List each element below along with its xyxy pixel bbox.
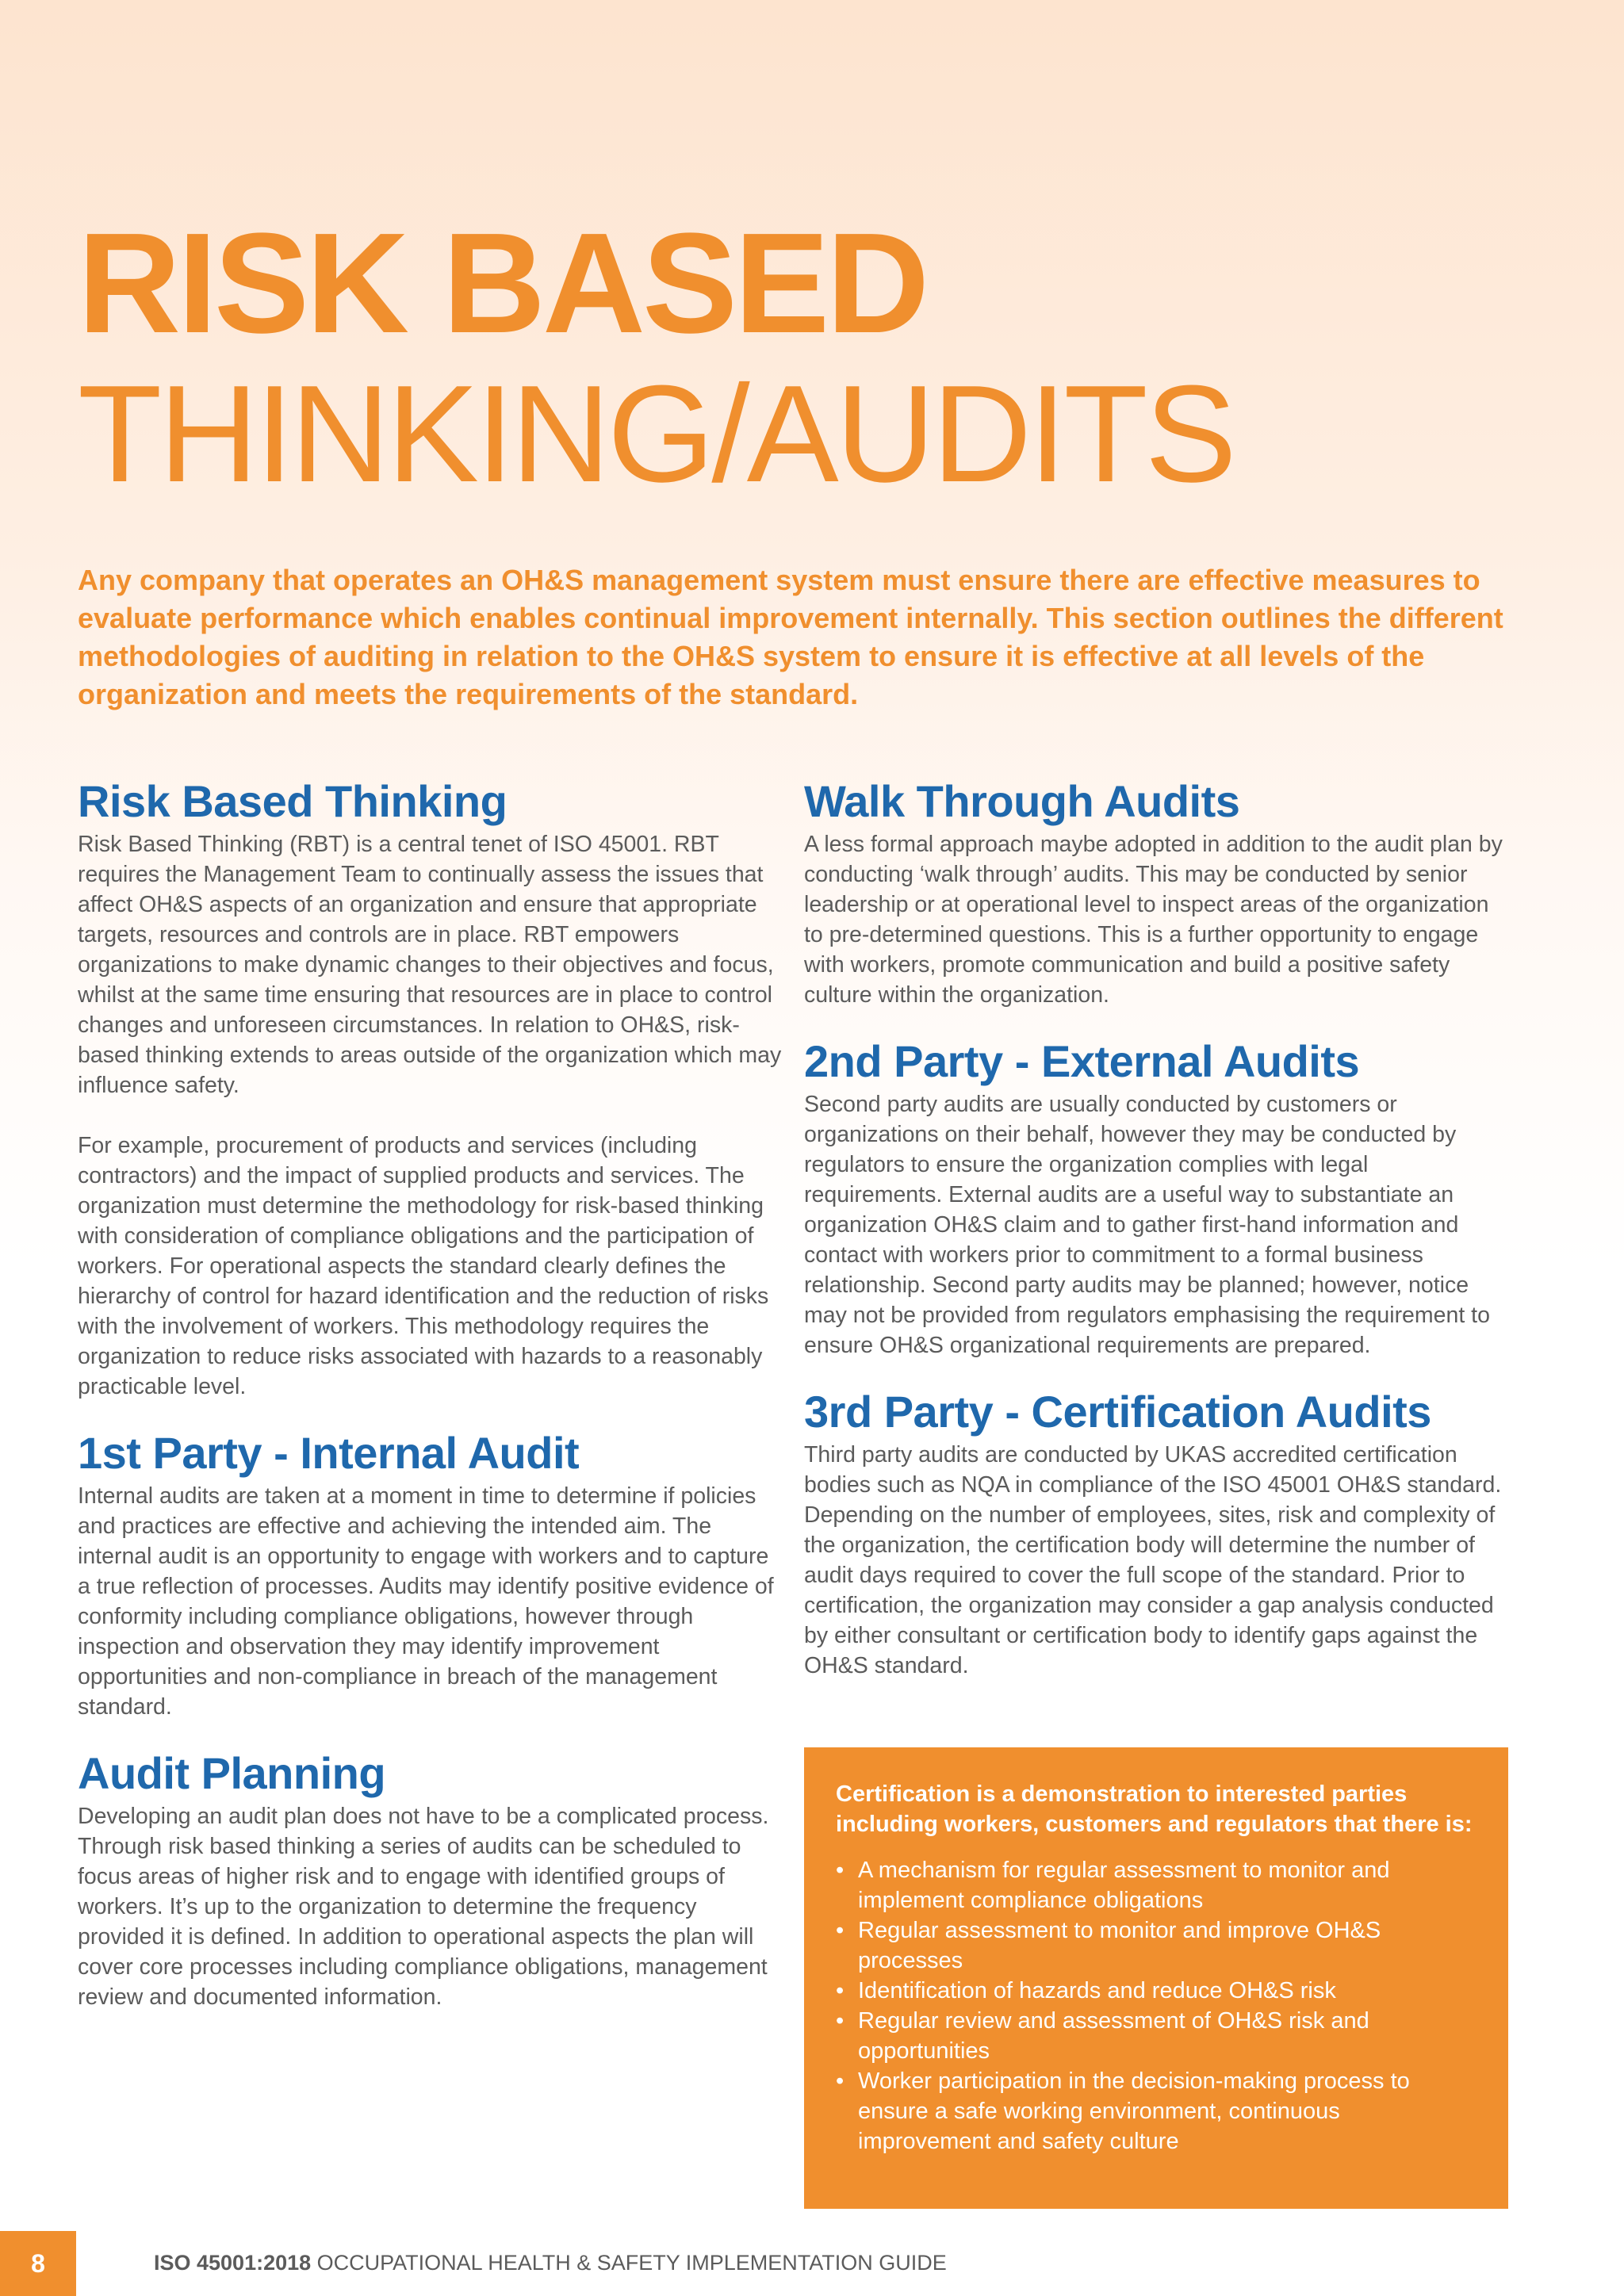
section-body: Risk Based Thinking (RBT) is a central tenet of ISO 45001. RBT requires the Management Team to continually assess the issues that affect OH&S aspects of an organization and ensure that appropriate targets, resources and controls are in place. RBT empowers organizations to make dynamic changes to their objectives and focus, whilst at the same time ensuring that resources are in place to control changes and unforeseen circumstances. In relation to OH&S, risk-based thinking extends to areas outside of the organization which may influence safety. (78, 832, 782, 1098)
list-item-text: Identification of hazards and reduce OH&S risk (858, 1978, 1336, 2003)
section-walk-through-audits (804, 775, 1510, 1010)
list-item-text: Worker participation in the decision-making process to ensure a safe working environment, continuous improvement and safety culture (858, 2068, 1410, 2154)
bullet-icon: • (836, 1978, 845, 2003)
page-title-line-2: THINKING/AUDITS (78, 356, 1234, 511)
footer-text (154, 2247, 947, 2279)
section-body: Internal audits are taken at a moment in time to determine if policies and practices are effective and achieving the intended aim. The internal audit is an opportunity to engage with workers and to capture a true reflection of processes. Audits may identify positive evidence of conformity including compliance obligations, however through inspection and observation they may identify improvement opportunities and non-compliance in breach of the management standard. (78, 1483, 774, 1720)
section-external-audits (804, 1035, 1510, 1360)
callout-lead: Certification is a demonstration to interested parties including workers, customers and regulators that there is: (836, 1781, 1473, 1837)
bullet-icon: • (836, 2068, 845, 2094)
intro-paragraph: Any company that operates an OH&S management system must ensure there are effective measures to evaluate performance which enables continual improvement internally. This section outlines the different methodologies of auditing in relation to the OH&S system to ensure it is effective at all levels of the organization and meets the requirements of the standard. (78, 564, 1503, 710)
section-heading: 3rd Party - Certification Audits (804, 1387, 1431, 1437)
section-body: Third party audits are conducted by UKAS accredited certification bodies such as NQA in compliance of the ISO 45001 OH&S standard. Depending on the number of employees, sites, risk and complexity of the organization, the certification body will determine the number of audit days required to cover the full scope of the standard. Prior to certification, the organization may consider a gap analysis conducted by either consultant or certification body to identify gaps against the OH&S standard. (804, 1442, 1502, 1678)
section-body: Developing an audit plan does not have to be a complicated process. Through risk based thinking a series of audits can be scheduled to focus areas of higher risk and to engage with identified groups of workers. It’s up to the organization to determine the frequency provided it is defined. In addition to operational aspects the plan will cover core processes including compliance obligations, management review and documented information. (78, 1804, 769, 2010)
section-heading: Risk Based Thinking (78, 776, 508, 826)
certification-callout-box (804, 1747, 1508, 2209)
section-body: For example, procurement of products and services (including contractors) and the impact of supplied products and services. The organization must determine the methodology for risk-based thinking with consideration of compliance obligations and the participation of workers. For operational aspects the standard clearly defines the hierarchy of control for hazard identification and the reduction of risks with the involvement of workers. This methodology requires the organization to reduce risks associated with hazards to a reasonably practicable level. (78, 1133, 769, 1399)
section-body: A less formal approach maybe adopted in addition to the audit plan by conducting ‘walk through’ audits. This may be conducted by senior leadership or at operational level to inspect areas of the organization to pre-determined questions. This is a further opportunity to engage with workers, promote communication and build a positive safety culture within the organization. (804, 832, 1503, 1008)
list-item-text: Regular assessment to monitor and improve OH&S processes (858, 1918, 1381, 1973)
list-item (836, 1976, 1477, 2006)
footer-guide-title: OCCUPATIONAL HEALTH & SAFETY IMPLEMENTATION GUIDE (316, 2251, 947, 2275)
left-column (78, 775, 783, 2012)
page-number: 8 (0, 2231, 76, 2296)
section-certification-audits (804, 1386, 1510, 1681)
list-item (836, 1915, 1477, 1976)
section-body: Second party audits are usually conducted by customers or organizations on their behalf, however they may be conducted by regulators to ensure the organization complies with legal requirements. External audits are a useful way to substantiate an organization OH&S claim and to gather first-hand information and contact with workers prior to commitment to a formal business relationship. Second party audits may be planned; however, notice may not be provided from regulators emphasising the requirement to ensure OH&S organizational requirements are prepared. (804, 1092, 1490, 1358)
section-internal-audit (78, 1427, 783, 1722)
list-item (836, 2006, 1477, 2066)
callout-list (836, 1855, 1477, 2156)
page-title-line-1: RISK BASED (78, 204, 927, 363)
list-item-text: Regular review and assessment of OH&S risk and opportunities (858, 2008, 1369, 2064)
bullet-icon: • (836, 1858, 845, 1883)
section-heading: 2nd Party - External Audits (804, 1036, 1360, 1086)
section-heading: Audit Planning (78, 1748, 386, 1798)
footer-standard: ISO 45001:2018 (154, 2251, 312, 2275)
section-risk-based-thinking (78, 775, 783, 1402)
section-heading: Walk Through Audits (804, 776, 1240, 826)
bullet-icon: • (836, 1918, 845, 1943)
list-item (836, 2066, 1477, 2156)
page-title (78, 204, 1234, 511)
list-item (836, 1855, 1477, 1915)
section-audit-planning (78, 1747, 783, 2012)
section-heading: 1st Party - Internal Audit (78, 1428, 580, 1478)
bullet-icon: • (836, 2008, 845, 2034)
list-item-text: A mechanism for regular assessment to monitor and implement compliance obligations (858, 1858, 1390, 1913)
right-column (804, 775, 1510, 1681)
